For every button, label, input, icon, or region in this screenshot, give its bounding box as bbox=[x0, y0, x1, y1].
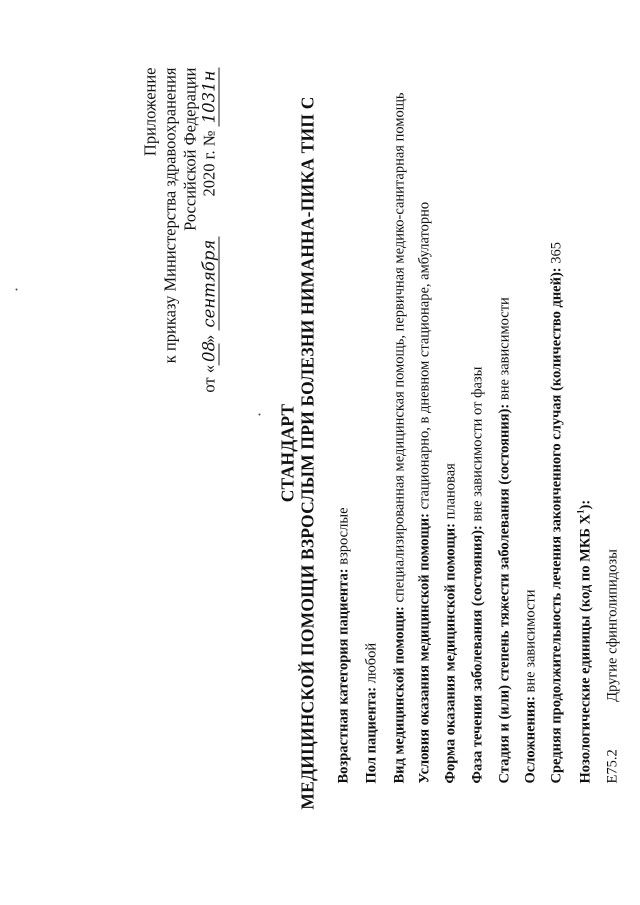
field-label: Форма оказания медицинской помощи: bbox=[442, 522, 458, 783]
icd-code-name: Другие сфинголипидозы bbox=[604, 548, 620, 702]
field-sex bbox=[363, 642, 380, 783]
handwritten-day: 08 bbox=[199, 343, 219, 365]
appendix-line-3: Российской Федерации bbox=[180, 67, 199, 231]
appendix-line-2: к приказу Министерства здравоохранения bbox=[160, 67, 179, 363]
nosology-label: Нозологические единицы (код по МКБ X bbox=[576, 513, 593, 783]
field-disease-phase bbox=[469, 366, 486, 783]
field-value: вне зависимости bbox=[496, 296, 512, 400]
footnote-marker: 1 bbox=[575, 509, 585, 514]
field-complications bbox=[522, 589, 539, 783]
handwritten-month: сентября bbox=[199, 236, 219, 330]
field-label: Фаза течения заболевания (состояния): bbox=[469, 524, 485, 783]
field-care-conditions bbox=[416, 201, 433, 783]
field-value: специализированная медицинская помощь, первичная медико-санитарная помощь bbox=[391, 91, 407, 602]
nosology-heading bbox=[575, 499, 594, 783]
field-care-form bbox=[442, 463, 459, 783]
field-disease-stage bbox=[496, 297, 513, 783]
day-open-quote: « bbox=[199, 364, 218, 373]
appendix-date-line bbox=[199, 67, 219, 392]
field-label: Возрастная категория пациента: bbox=[335, 567, 351, 783]
field-value: любой bbox=[363, 642, 379, 683]
field-label: Пол пациента: bbox=[363, 686, 379, 783]
field-value: 365 bbox=[548, 241, 564, 264]
day-close-quote: » bbox=[199, 334, 218, 343]
nosology-suffix: ): bbox=[576, 499, 593, 509]
icd-code-row bbox=[604, 549, 621, 783]
field-value: стационарно, в дневном стационаре, амбулаторно bbox=[416, 201, 432, 509]
field-care-type bbox=[391, 92, 408, 783]
field-value: взрослые bbox=[335, 506, 351, 565]
field-value: плановая bbox=[442, 462, 458, 519]
field-label: Условия оказания медицинской помощи: bbox=[416, 512, 432, 783]
field-age-category bbox=[335, 507, 352, 783]
field-label: Средняя продолжительность лечения законченного случая (количество дней): bbox=[548, 266, 564, 783]
field-value: вне зависимости от фазы bbox=[469, 366, 485, 522]
field-value: вне зависимости bbox=[522, 588, 538, 692]
field-label: Вид медицинской помощи: bbox=[391, 605, 407, 783]
icd-code: E75.2 bbox=[604, 748, 620, 783]
date-prefix: от bbox=[199, 376, 218, 393]
scan-speck bbox=[258, 413, 260, 415]
appendix-line-1: Приложение bbox=[140, 67, 159, 156]
year-and-number-label: 2020 г. № bbox=[199, 130, 218, 197]
field-average-duration bbox=[548, 242, 565, 784]
field-label: Стадия и (или) степень тяжести заболевания (состояния): bbox=[496, 403, 512, 783]
handwritten-order-number: 1031н bbox=[199, 67, 219, 126]
field-label: Осложнения: bbox=[522, 695, 538, 783]
document-subtitle: МЕДИЦИНСКОЙ ПОМОЩИ ВЗРОСЛЫМ ПРИ БОЛЕЗНИ НИМАННА-ПИКА ТИП C bbox=[297, 95, 317, 810]
scan-speck bbox=[15, 288, 17, 290]
document-title: СТАНДАРТ bbox=[277, 403, 297, 502]
